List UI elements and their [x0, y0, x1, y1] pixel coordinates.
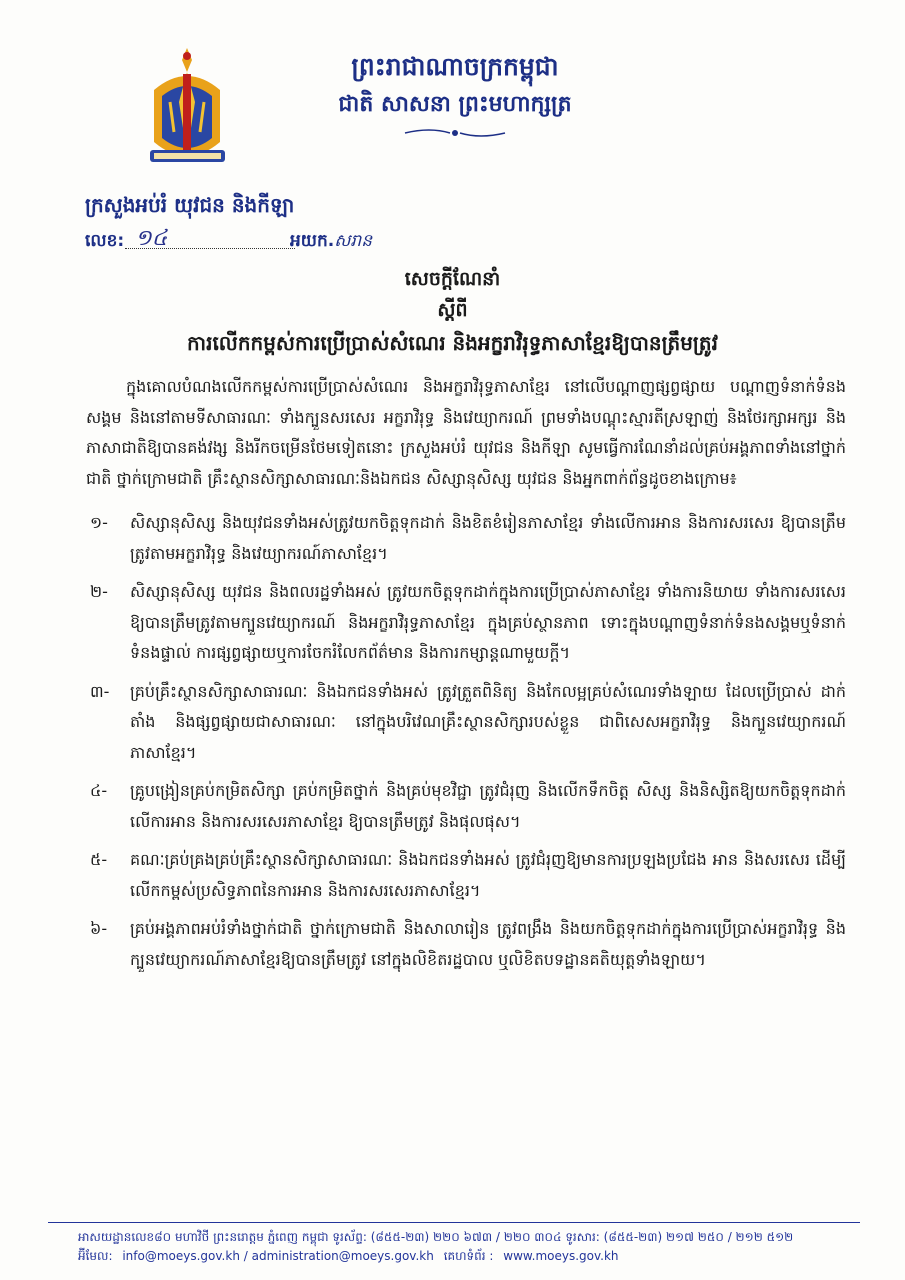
footer-address: អាសយដ្ឋានលេខ៨០ មហាវិថី ព្រះនរោត្តម ភ្នំពេញ កម្ពុជា ទូរស័ព្ទ: (៨៥៥-២៣) ២២០ ៦៧៣ / ២២០ ៣០៤ ទូរសារ: (៨៥៥-២៣) ២១៧ ២៥០ / ២១២ ៥១២ — [78, 1230, 794, 1244]
reference-number — [85, 228, 415, 258]
list-item-number: ២- — [90, 582, 108, 601]
kingdom-motto: ជាតិ សាសនា ព្រះមហាក្សត្រ — [338, 91, 572, 117]
list-item — [86, 677, 846, 769]
number-handwritten: ១៤ — [135, 226, 168, 251]
kingdom-title: ព្រះរាជាណាចក្រកម្ពុជា — [351, 52, 559, 81]
document-type: សេចក្តីណែនាំ — [404, 268, 501, 290]
list-item-number: ៦- — [90, 919, 108, 938]
title-about: ស្តីពី — [437, 299, 468, 321]
number-suffix-handwritten: សរាន — [334, 231, 373, 251]
list-item-text: គ្រប់គ្រឹះស្ថានសិក្សាសាធារណៈ និងឯកជនទាំងអស់ ត្រូវត្រួតពិនិត្យ និងកែលម្អគ្រប់សំណេរទាំងឡាយ ដែលប្រើប្រាស់ ដាក់តាំង និងផ្សព្វផ្សាយជាសាធារណៈ នៅក្នុងបរិវេណគ្រឹះស្ថានសិក្សារបស់ខ្លួន ជាពិសេសអក្ខរាវិរុទ្ធ និងក្បួនវេយ្យាករណ៍ភាសាខ្មែរ។ — [130, 681, 847, 762]
list-item-text: សិស្សានុសិស្ស និងយុវជនទាំងអស់ត្រូវយកចិត្តទុកដាក់ និងខិតខំរៀនភាសាខ្មែរ ទាំងលើការអាន និងការសរសេរ ឱ្យបានត្រឹមត្រូវតាមអក្ខរាវិរុទ្ធ និងវេយ្យាករណ៍ភាសាខ្មែរ។ — [130, 513, 846, 563]
list-item-number: ៥- — [90, 850, 108, 869]
list-item — [86, 776, 846, 837]
footer-email[interactable]: info@moeys.gov.kh / administration@moeys.gov.kh — [122, 1249, 434, 1263]
list-item — [86, 914, 846, 975]
ministry-name: ក្រសួងអប់រំ យុវជន និងកីឡា — [85, 193, 295, 217]
list-item — [86, 508, 846, 569]
document-subject: ការលើកកម្ពស់ការប្រើប្រាស់សំណេរ និងអក្ខរាវិរុទ្ធភាសាខ្មែរឱ្យបានត្រឹមត្រូវ — [187, 331, 718, 355]
intro-paragraph: ក្នុងគោលបំណងលើកកម្ពស់ការប្រើប្រាស់សំណេរ និងអក្ខរាវិរុទ្ធភាសាខ្មែរ នៅលើបណ្តាញផ្សព្វផ្សាយ បណ្តាញទំនាក់ទំនងសង្គម និងនៅតាមទីសាធារណៈ ទាំងក្បួនសរសេរ អក្ខរាវិរុទ្ធ និងវេយ្យាករណ៍ ព្រមទាំងបណ្តុះស្មារតីស្រឡាញ់ និងថែរក្សាអក្សរ និងភាសាជាតិឱ្យបានគង់វង្ស និងរីកចម្រើនថែមទៀតនោះ ក្រសួងអប់រំ យុវជន និងកីឡា សូមធ្វើការណែនាំដល់គ្រប់អង្គភាពទាំងនៅថ្នាក់ជាតិ ថ្នាក់ក្រោមជាតិ គ្រឹះស្ថានសិក្សាសាធារណៈនិងឯកជន សិស្សានុសិស្ស យុវជន និងអ្នកពាក់ព័ន្ធដូចខាងក្រោម៖ — [86, 377, 847, 488]
list-item-text: គ្រូបង្រៀនគ្រប់កម្រិតសិក្សា គ្រប់កម្រិតថ្នាក់ និងគ្រប់មុខវិជ្ជា ត្រូវជំរុញ និងលើកទឹកចិត្ត សិស្ស និងនិស្សិតឱ្យយកចិត្តទុកដាក់លើការអាន និងការសរសេរភាសាខ្មែរ ឱ្យបានត្រឹមត្រូវ និងផុលផុស។ — [130, 781, 846, 831]
kingdom-header — [310, 48, 600, 140]
list-item-number: ៣- — [90, 681, 110, 701]
footer-web-label: គេហទំព័រ : — [443, 1249, 494, 1263]
document-title-block — [60, 264, 845, 360]
number-suffix — [290, 230, 372, 255]
list-item — [86, 845, 846, 906]
footer-contacts — [78, 1248, 858, 1266]
footer-divider — [48, 1222, 860, 1223]
list-item — [86, 577, 846, 669]
list-item-text: គ្រប់អង្គភាពអប់រំទាំងថ្នាក់ជាតិ ថ្នាក់ក្រោមជាតិ និងសាលារៀន ត្រូវពង្រឹង និងយកចិត្តទុកដាក់ក្នុងការប្រើប្រាស់អក្ខរាវិរុទ្ធ និងក្បួនវេយ្យាករណ៍ភាសាខ្មែរឱ្យបានត្រឹមត្រូវ នៅក្នុងលិខិតរដ្ឋបាល ឬលិខិតបទដ្ឋានគតិយុត្តទាំងឡាយ។ — [130, 919, 846, 969]
ornament-divider-icon — [400, 126, 510, 140]
list-item-number: ៤- — [90, 781, 108, 800]
ministry-emblem-icon — [140, 42, 235, 177]
list-item-number: ១- — [90, 513, 108, 532]
footer-website[interactable]: www.moeys.gov.kh — [503, 1249, 619, 1263]
instruction-list — [86, 508, 846, 975]
number-suffix-label: អយក. — [290, 231, 335, 251]
list-item-text: សិស្សានុសិស្ស យុវជន និងពលរដ្ឋទាំងអស់ ត្រូវយកចិត្តទុកដាក់ក្នុងការប្រើប្រាស់ភាសាខ្មែរ ទាំងការនិយាយ ទាំងការសរសេរ ឱ្យបានត្រឹមត្រូវតាមក្បួនវេយ្យាករណ៍ និងអក្ខរាវិរុទ្ធភាសាខ្មែរ ក្នុងគ្រប់ស្ថានភាព ទោះក្នុងបណ្តាញទំនាក់ទំនងសង្គមឬទំនាក់ទំនងផ្ទាល់ ការផ្សព្វផ្សាយឬការចែករំលែកព័ត៌មាន និងការកម្សាន្តណាមួយក្តី។ — [130, 582, 846, 662]
number-label: លេខ: — [85, 231, 125, 251]
footer-email-label: អ៊ីមែល: — [78, 1249, 113, 1263]
list-item-text: គណៈគ្រប់គ្រងគ្រប់គ្រឹះស្ថានសិក្សាសាធារណៈ និងឯកជនទាំងអស់ ត្រូវជំរុញឱ្យមានការប្រឡងប្រជែង អាន និងសរសេរ ដើម្បីលើកកម្ពស់ប្រសិទ្ធភាពនៃការអាន និងការសរសេរភាសាខ្មែរ។ — [130, 850, 846, 900]
document-body — [86, 372, 846, 983]
